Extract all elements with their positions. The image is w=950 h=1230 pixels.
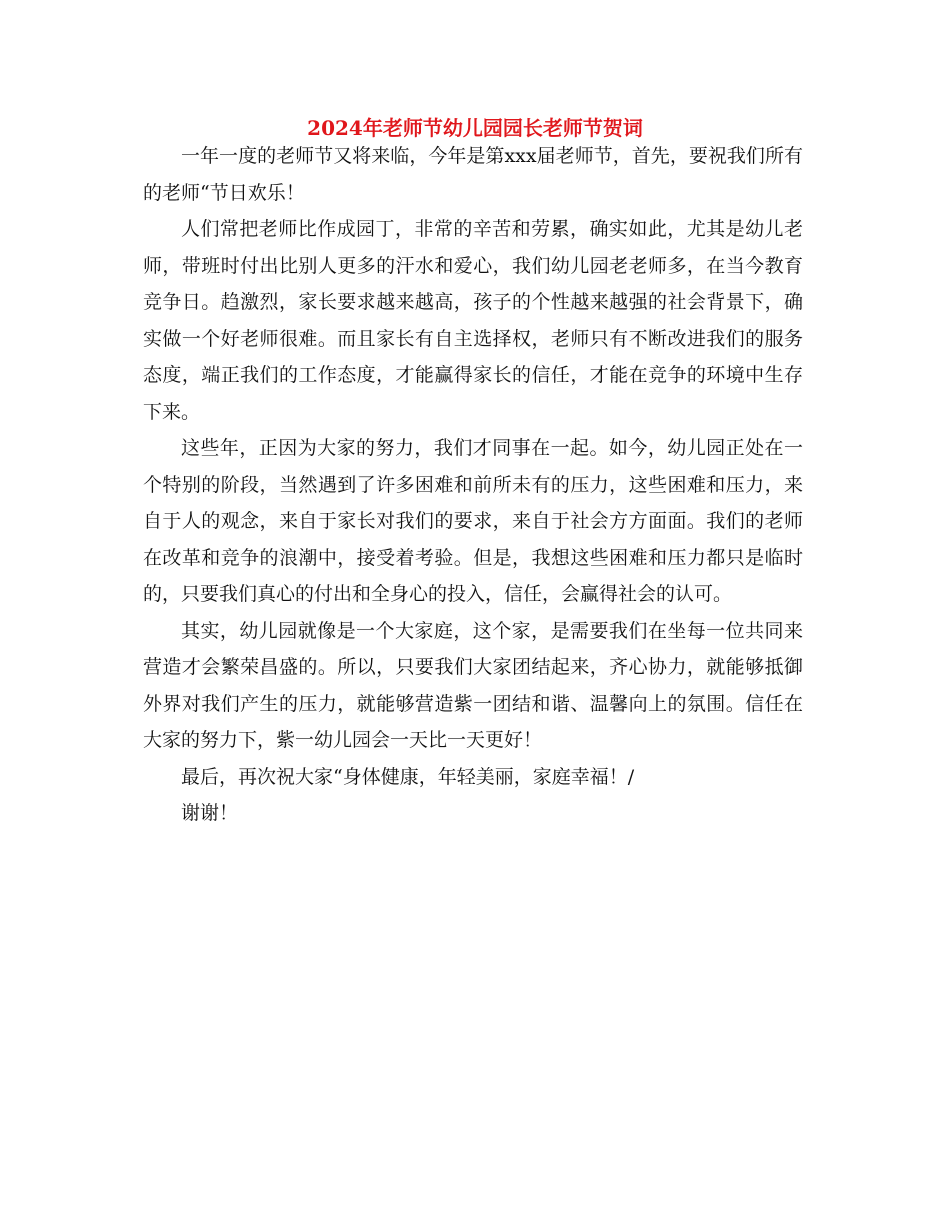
document-body (143, 138, 803, 832)
paragraph-2: 人们常把老师比作成园丁，非常的辛苦和劳累，确实如此，尤其是幼儿老师，带班时付出比别人更多的汗水和爱心，我们幼儿园老老师多，在当今教育竞争日。趋激烈，家长要求越来越高，孩子的个性越来越强的社会背景下，确实做一个好老师很难。而且家长有自主选择权，老师只有不断改进我们的服务态度，端正我们的工作态度，才能赢得家长的信任，才能在竞争的环境中生存下来。 (143, 218, 803, 423)
paragraph-3: 这些年，正因为大家的努力，我们才同事在一起。如今，幼儿园正处在一个特别的阶段，当然遇到了许多困难和前所未有的压力，这些困难和压力，来自于人的观念，来自于家长对我们的要求，来自于社会方方面面。我们的老师在改革和竞争的浪潮中，接受着考验。但是，我想这些困难和压力都只是临时的，只要我们真心的付出和全身心的投入，信任，会赢得社会的认可。 (143, 437, 803, 605)
paragraph-1: 一年一度的老师节又将来临，今年是第xxx届老师节，首先，要祝我们所有的老师“节日欢乐！ (143, 145, 803, 204)
paragraph-4: 其实，幼儿园就像是一个大家庭，这个家，是需要我们在坐每一位共同来营造才会繁荣昌盛的。所以，只要我们大家团结起来，齐心协力，就能够抵御外界对我们产生的压力，就能够营造紫一团结和谐、温馨向上的氛围。信任在大家的努力下，紫一幼儿园会一天比一天更好！ (143, 619, 803, 751)
paragraph-5: 最后，再次祝大家“身体健康，年轻美丽，家庭幸福！/ (181, 765, 635, 788)
paragraph-6: 谢谢！ (181, 802, 239, 824)
document-title: 2024年老师节幼儿园园长老师节贺词 (307, 116, 643, 140)
